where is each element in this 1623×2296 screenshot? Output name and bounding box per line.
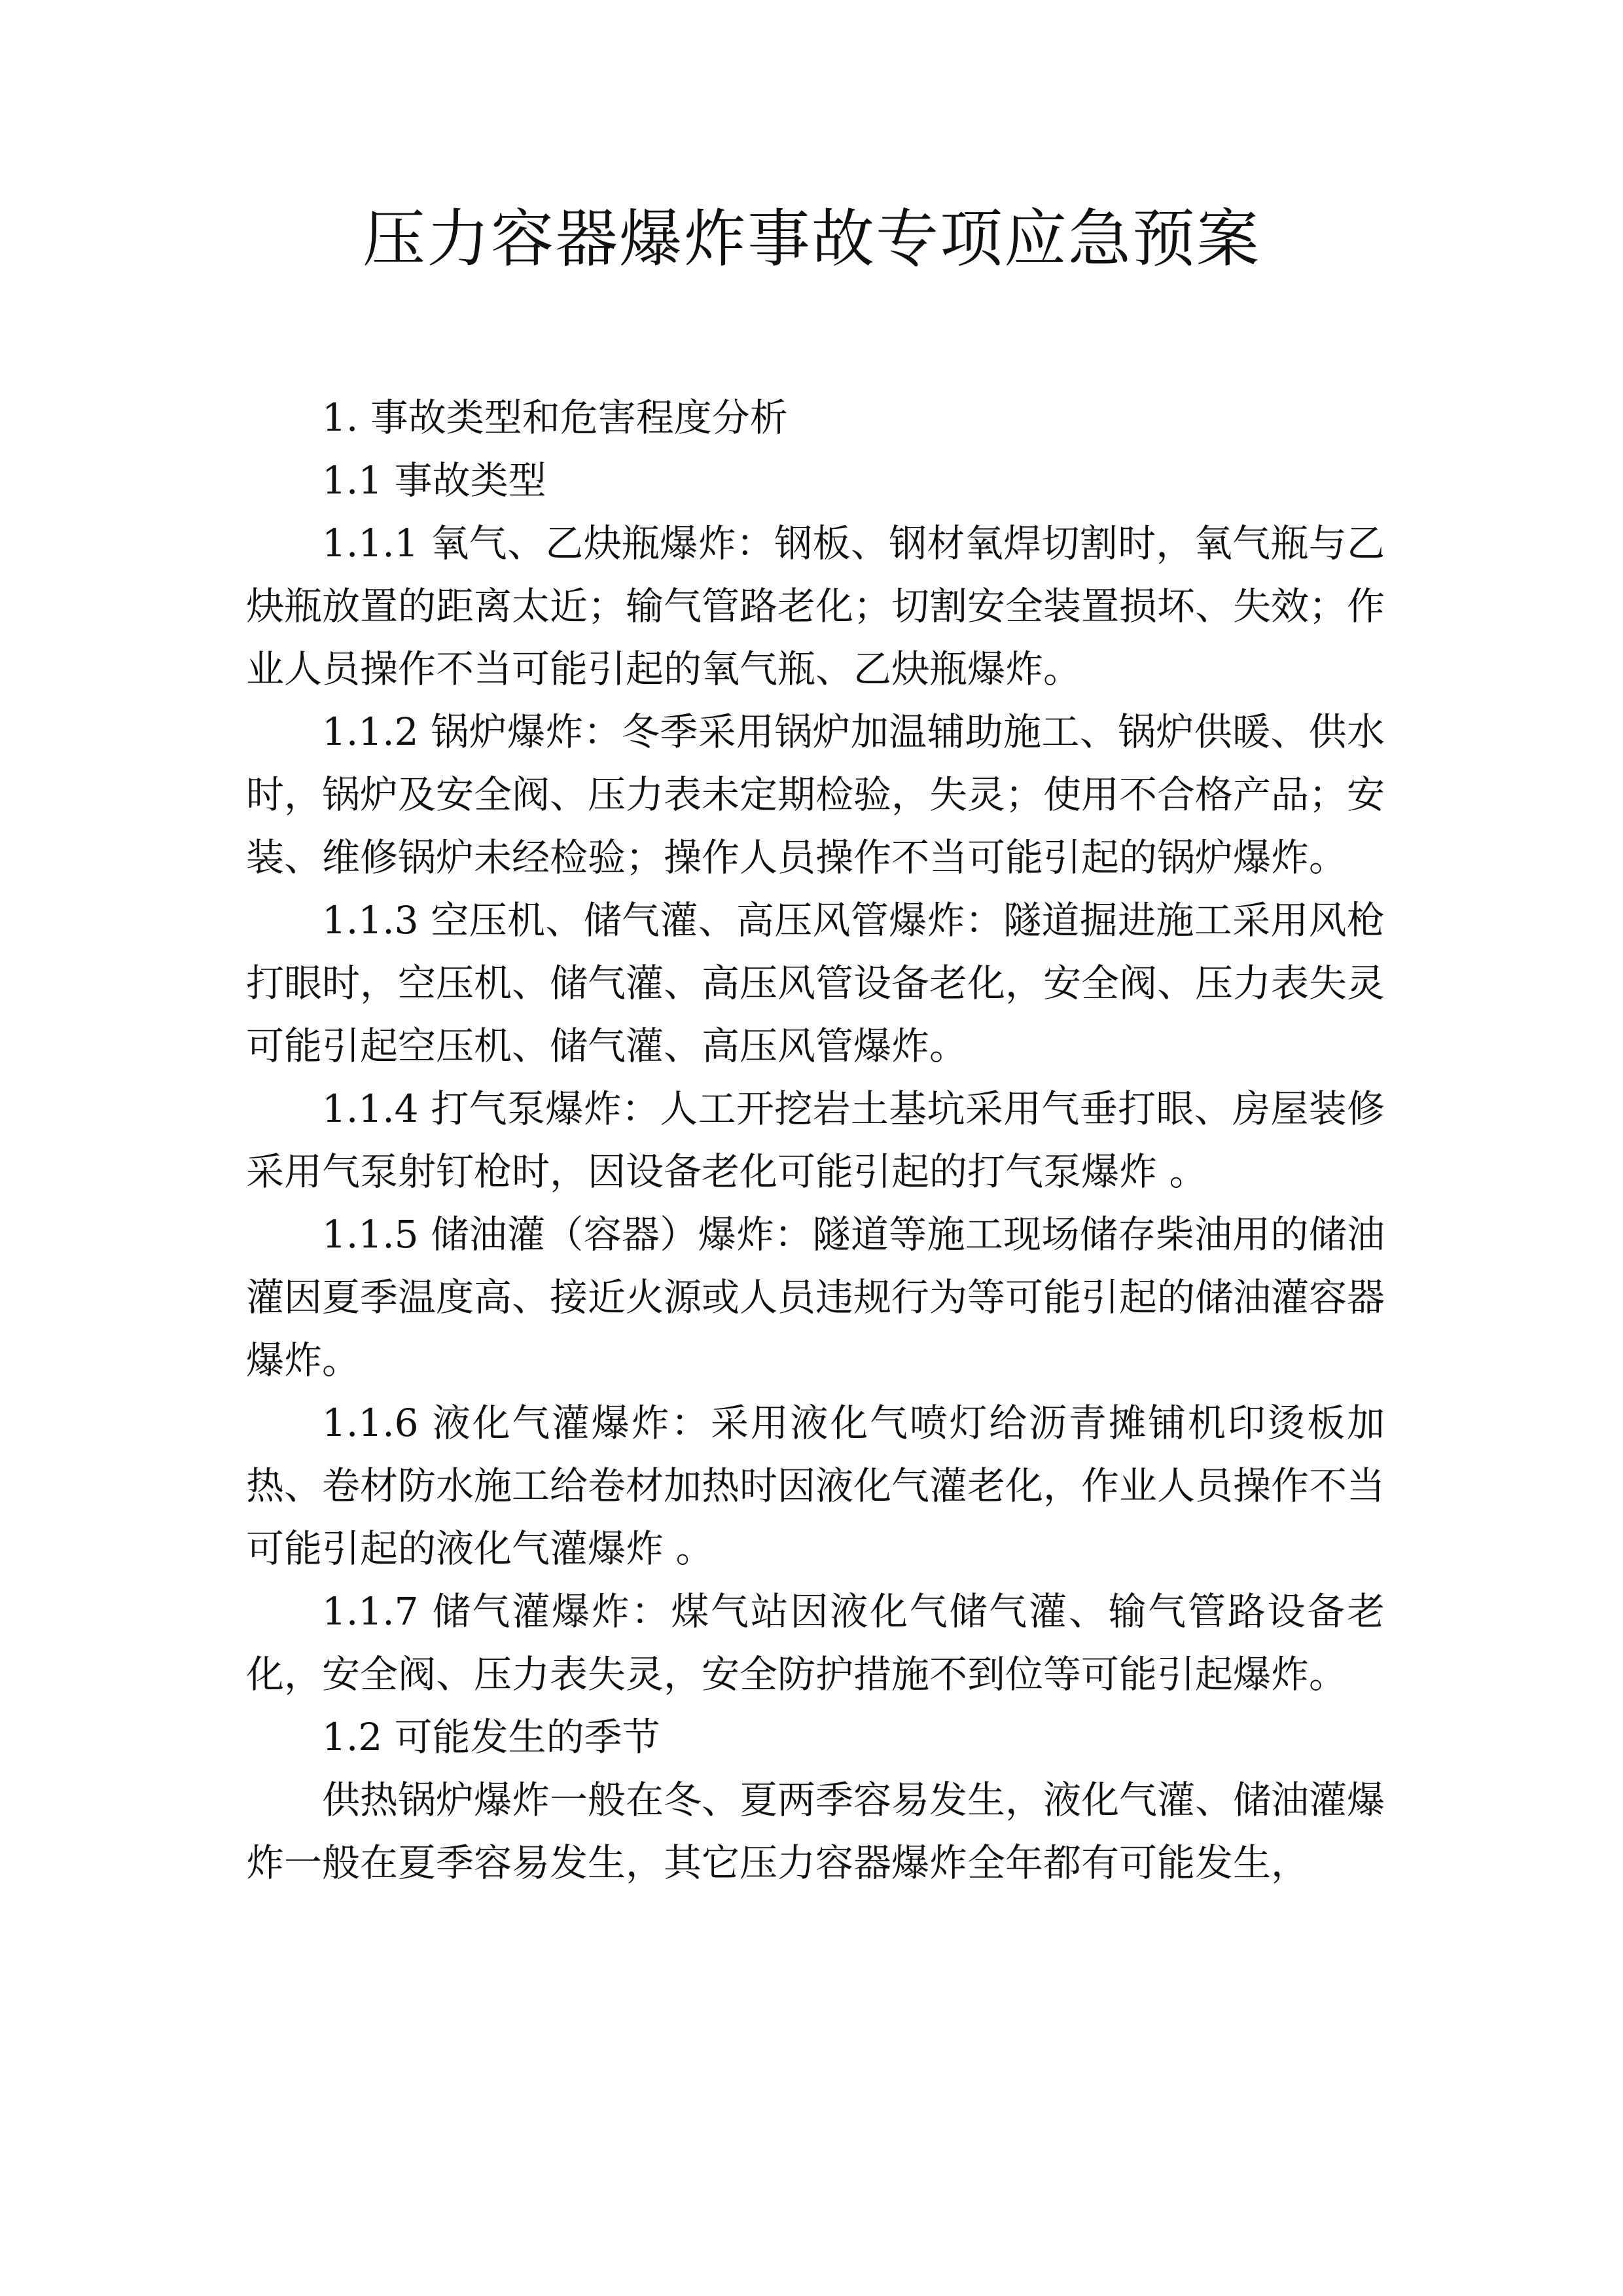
paragraph-1-1-3: 1.1.3 空压机、储气灌、高压风管爆炸：隧道掘进施工采用风枪打眼时，空压机、储气灌、高压风管设备老化，安全阀、压力表失灵可能引起空压机、储气灌、高压风管爆炸。 — [246, 898, 1385, 1068]
paragraph-1-1-2: 1.1.2 锅炉爆炸：冬季采用锅炉加温辅助施工、锅炉供暖、供水时，锅炉及安全阀、压力表未定期检验，失灵；使用不合格产品；安装、维修锅炉未经检验；操作人员操作不当可能引起的锅炉爆炸。 — [246, 709, 1385, 880]
paragraph-1-1-6: 1.1.6 液化气灌爆炸：采用液化气喷灯给沥青摊铺机印烫板加热、卷材防水施工给卷材加热时因液化气灌老化，作业人员操作不当可能引起的液化气灌爆炸 。 — [246, 1401, 1385, 1571]
paragraph-seasons: 供热锅炉爆炸一般在冬、夏两季容易发生，液化气灌、储油灌爆炸一般在夏季容易发生，其它压力容器爆炸全年都有可能发生， — [246, 1778, 1385, 1885]
document-body — [246, 386, 1385, 1894]
section-heading-1-1: 1.1 事故类型 — [322, 458, 546, 503]
paragraph-1-1-5: 1.1.5 储油灌（容器）爆炸：隧道等施工现场储存柴油用的储油灌因夏季温度高、接近火源或人员违规行为等可能引起的储油灌容器爆炸。 — [246, 1212, 1385, 1382]
section-heading-1-2: 1.2 可能发生的季节 — [322, 1715, 660, 1759]
section-heading-1: 1. 事故类型和危害程度分析 — [322, 395, 788, 440]
paragraph-1-1-4: 1.1.4 打气泵爆炸：人工开挖岩土基坑采用气垂打眼、房屋装修采用气泵射钉枪时，因设备老化可能引起的打气泵爆炸 。 — [246, 1086, 1385, 1194]
paragraph-1-1-7: 1.1.7 储气灌爆炸：煤气站因液化气储气灌、输气管路设备老化，安全阀、压力表失灵，安全防护措施不到位等可能引起爆炸。 — [246, 1589, 1385, 1696]
document-title: 压力容器爆炸事故专项应急预案 — [363, 202, 1260, 276]
paragraph-1-1-1: 1.1.1 氧气、乙炔瓶爆炸：钢板、钢材氧焊切割时，氧气瓶与乙炔瓶放置的距离太近；输气管路老化；切割安全装置损坏、失效；作业人员操作不当可能引起的氧气瓶、乙炔瓶爆炸。 — [246, 521, 1385, 691]
